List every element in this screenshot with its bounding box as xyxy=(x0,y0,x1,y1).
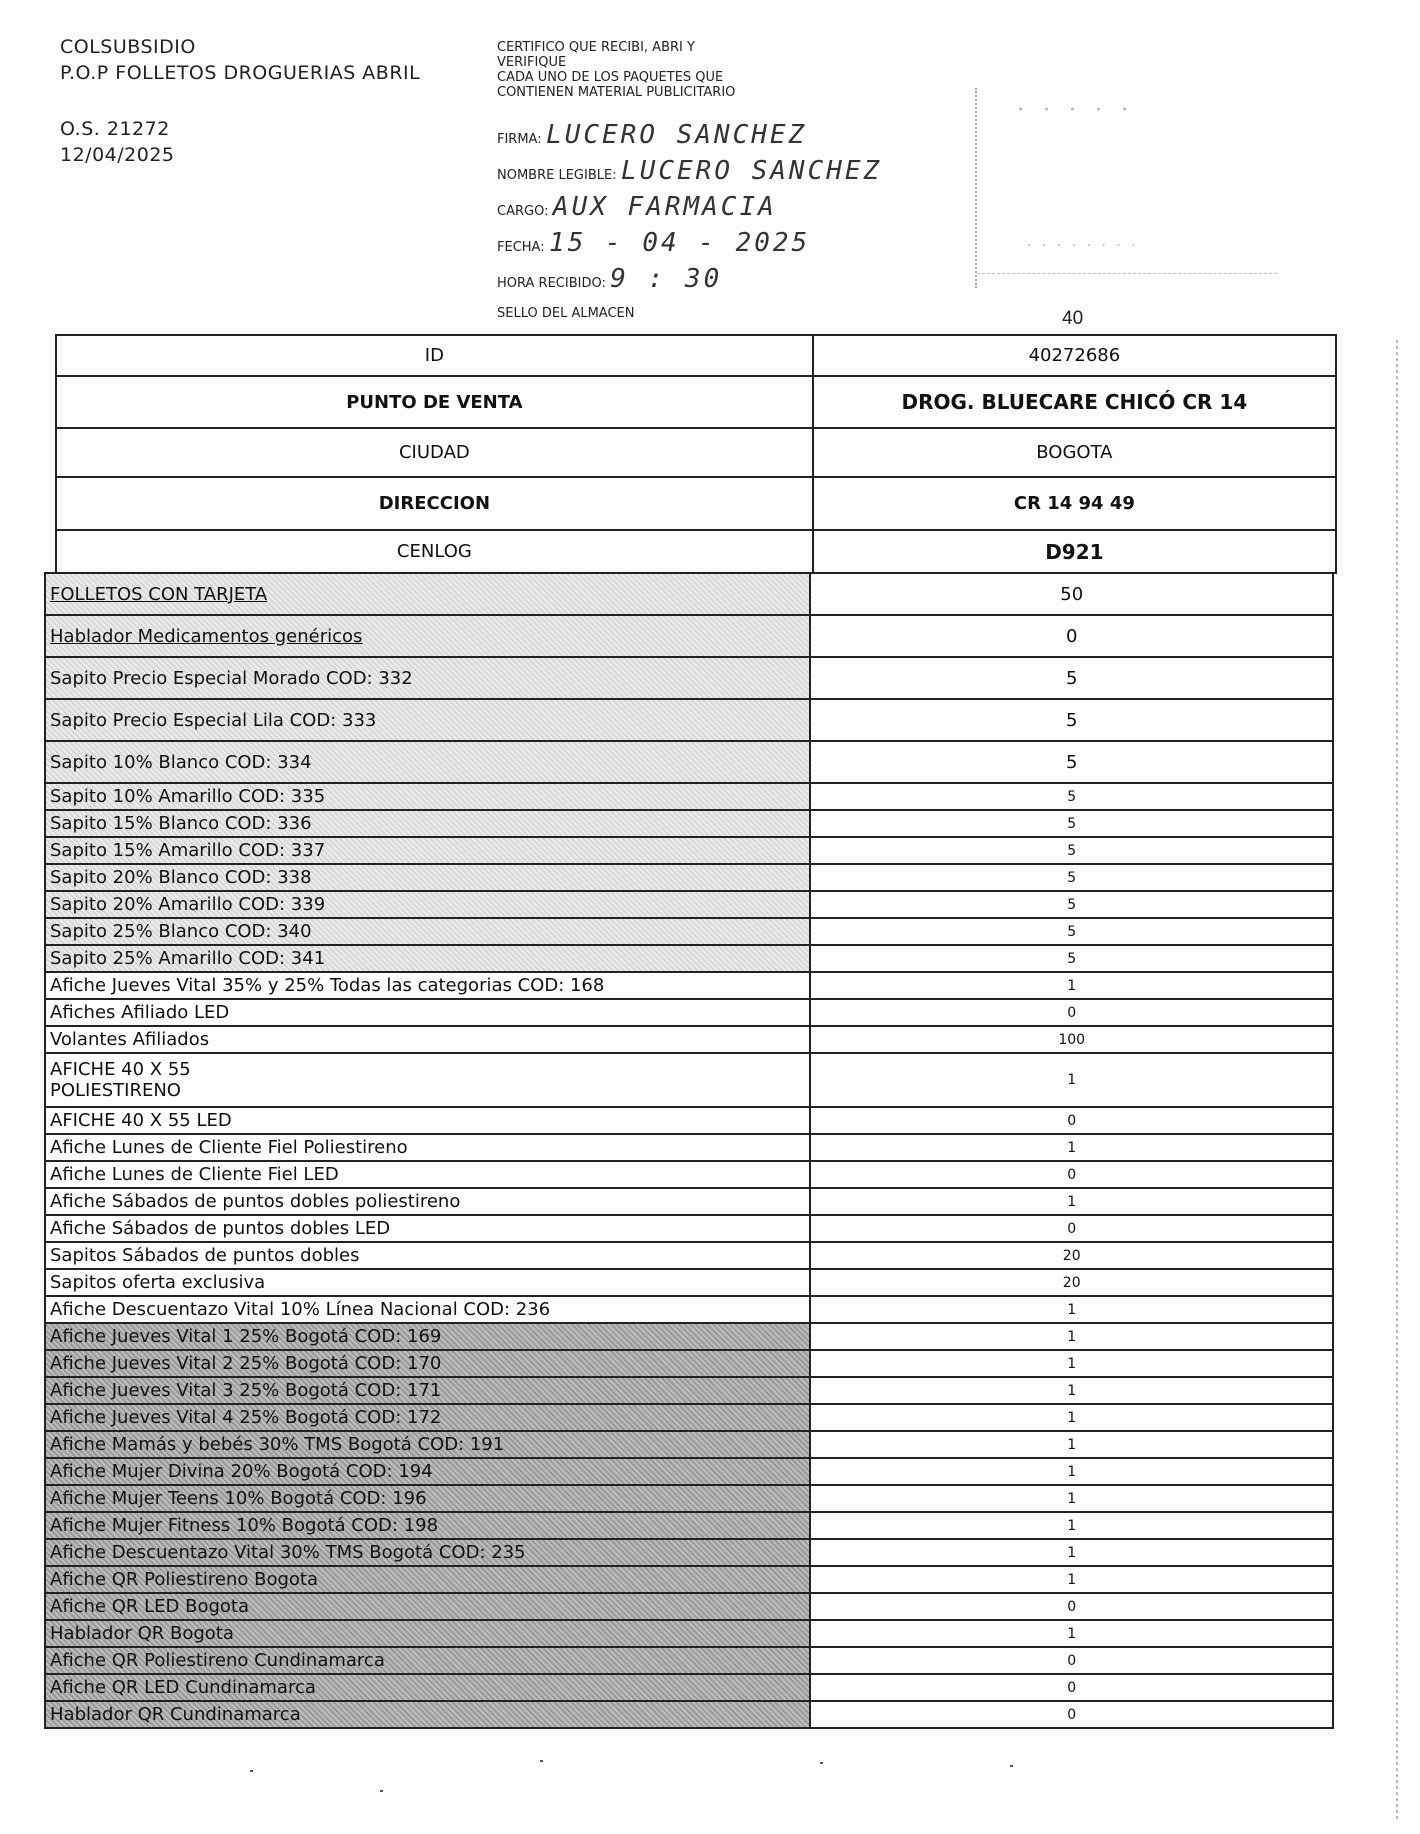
items-table xyxy=(44,572,1334,1729)
table-row xyxy=(56,477,1336,530)
nombre-row xyxy=(497,156,882,186)
item-quantity: 5 xyxy=(810,657,1333,699)
item-quantity: 1 xyxy=(810,1404,1333,1431)
item-name-text: Afiche Jueves Vital 2 25% Bogotá COD: 170 xyxy=(50,1353,442,1374)
item-quantity: 0 xyxy=(810,1107,1333,1134)
table-row xyxy=(45,1647,1333,1674)
store-field-value: CR 14 94 49 xyxy=(813,477,1336,530)
store-field-value: D921 xyxy=(813,530,1336,573)
table-row xyxy=(45,918,1333,945)
item-name xyxy=(45,615,810,657)
item-name-text: Afiche Mujer Divina 20% Bogotá COD: 194 xyxy=(50,1461,433,1482)
item-name-text: Afiche Jueves Vital 1 25% Bogotá COD: 169 xyxy=(50,1326,442,1347)
document-header xyxy=(60,34,420,168)
firma-row xyxy=(497,120,807,150)
item-quantity: 5 xyxy=(810,891,1333,918)
item-quantity: 1 xyxy=(810,1458,1333,1485)
item-name xyxy=(45,1269,810,1296)
nombre-label: NOMBRE LEGIBLE: xyxy=(497,168,617,183)
item-name-text: POLIESTIRENO xyxy=(50,1080,181,1101)
item-quantity: 5 xyxy=(810,810,1333,837)
store-field-label: PUNTO DE VENTA xyxy=(56,376,813,428)
item-name xyxy=(45,810,810,837)
table-row xyxy=(45,972,1333,999)
item-name xyxy=(45,1647,810,1674)
item-name xyxy=(45,1215,810,1242)
table-row xyxy=(45,1539,1333,1566)
store-stamp: ​· · · · · · · · · · · · · xyxy=(975,88,1292,288)
item-quantity: 1 xyxy=(810,972,1333,999)
item-name xyxy=(45,1242,810,1269)
table-row xyxy=(45,657,1333,699)
cargo-label: CARGO: xyxy=(497,204,549,219)
hora-row xyxy=(497,264,722,294)
item-name-text: AFICHE 40 X 55 xyxy=(50,1059,191,1080)
store-info-table xyxy=(55,334,1337,574)
item-name-text: Sapitos Sábados de puntos dobles xyxy=(50,1245,360,1266)
table-row xyxy=(45,1485,1333,1512)
item-name-text: Sapito 15% Amarillo COD: 337 xyxy=(50,840,326,861)
item-quantity: 0 xyxy=(810,1161,1333,1188)
item-name-text: Hablador QR Bogota xyxy=(50,1623,234,1644)
table-row xyxy=(56,428,1336,477)
nombre-handwritten: LUCERO SANCHEZ xyxy=(621,156,883,186)
table-row xyxy=(45,1053,1333,1107)
item-name-text: Sapito 25% Blanco COD: 340 xyxy=(50,921,312,942)
table-row xyxy=(45,1161,1333,1188)
item-name-text: FOLLETOS CON TARJETA xyxy=(50,583,268,605)
table-row xyxy=(45,1593,1333,1620)
item-quantity: 100 xyxy=(810,1026,1333,1053)
item-quantity: 1 xyxy=(810,1539,1333,1566)
item-quantity: 1 xyxy=(810,1296,1333,1323)
table-row xyxy=(45,783,1333,810)
item-quantity: 5 xyxy=(810,864,1333,891)
item-name-text: Sapito 10% Blanco COD: 334 xyxy=(50,751,312,773)
store-field-label: CIUDAD xyxy=(56,428,813,477)
fecha-label: FECHA: xyxy=(497,240,545,255)
cargo-handwritten: AUX FARMACIA xyxy=(552,192,777,222)
item-name-text: Sapito 15% Blanco COD: 336 xyxy=(50,813,312,834)
item-name xyxy=(45,1134,810,1161)
hora-handwritten: 9 : 30 xyxy=(610,264,723,294)
item-quantity: 1 xyxy=(810,1377,1333,1404)
item-quantity: 50 xyxy=(810,573,1333,615)
table-row xyxy=(45,1107,1333,1134)
item-name-text: Sapito Precio Especial Lila COD: 333 xyxy=(50,709,377,731)
table-row xyxy=(45,1404,1333,1431)
order-number: O.S. 21272 xyxy=(60,118,170,140)
table-row xyxy=(45,999,1333,1026)
item-name xyxy=(45,1566,810,1593)
item-name xyxy=(45,573,810,615)
cert-line: CERTIFICO QUE RECIBI, ABRI Y xyxy=(497,40,695,55)
store-field-label: ID xyxy=(56,335,813,376)
cert-line: CADA UNO DE LOS PAQUETES QUE xyxy=(497,70,724,85)
item-quantity: 0 xyxy=(810,615,1333,657)
item-name-text: Afiches Afiliado LED xyxy=(50,1002,230,1023)
item-name xyxy=(45,891,810,918)
store-field-value: BOGOTA xyxy=(813,428,1336,477)
item-name-text: Sapito 10% Amarillo COD: 335 xyxy=(50,786,326,807)
item-name xyxy=(45,864,810,891)
item-name xyxy=(45,1377,810,1404)
item-name xyxy=(45,972,810,999)
page-number: 40 xyxy=(1062,308,1084,329)
item-quantity: 5 xyxy=(810,699,1333,741)
table-row xyxy=(45,741,1333,783)
table-row xyxy=(45,1701,1333,1728)
firma-label: FIRMA: xyxy=(497,132,542,147)
item-name-text: Afiche Sábados de puntos dobles LED xyxy=(50,1218,391,1239)
item-quantity: 20 xyxy=(810,1242,1333,1269)
table-row xyxy=(45,810,1333,837)
item-quantity: 1 xyxy=(810,1323,1333,1350)
fecha-row xyxy=(497,228,810,258)
item-name-text: AFICHE 40 X 55 LED xyxy=(50,1110,232,1131)
scan-edge-mark xyxy=(1396,340,1398,1820)
item-name xyxy=(45,1539,810,1566)
item-name-text: Afiche Lunes de Cliente Fiel LED xyxy=(50,1164,339,1185)
item-name xyxy=(45,1485,810,1512)
item-name-text: Sapito 25% Amarillo COD: 341 xyxy=(50,948,326,969)
item-name-text: Afiche QR Poliestireno Bogota xyxy=(50,1569,318,1590)
item-name xyxy=(45,1593,810,1620)
table-row xyxy=(56,376,1336,428)
item-name xyxy=(45,945,810,972)
table-row xyxy=(56,335,1336,376)
item-name xyxy=(45,657,810,699)
item-quantity: 1 xyxy=(810,1620,1333,1647)
item-quantity: 0 xyxy=(810,1674,1333,1701)
item-name xyxy=(45,1674,810,1701)
item-name xyxy=(45,1404,810,1431)
table-row xyxy=(45,1512,1333,1539)
table-row xyxy=(45,1188,1333,1215)
item-quantity: 5 xyxy=(810,945,1333,972)
store-field-label: CENLOG xyxy=(56,530,813,573)
table-row xyxy=(45,1134,1333,1161)
table-row xyxy=(45,1215,1333,1242)
item-name xyxy=(45,1107,810,1134)
item-name xyxy=(45,1026,810,1053)
table-row xyxy=(45,891,1333,918)
table-row xyxy=(45,1431,1333,1458)
item-name xyxy=(45,1350,810,1377)
item-quantity: 1 xyxy=(810,1566,1333,1593)
table-row xyxy=(45,1350,1333,1377)
item-name-text: Sapito Precio Especial Morado COD: 332 xyxy=(50,667,413,689)
item-quantity: 0 xyxy=(810,1647,1333,1674)
item-name-text: Hablador Medicamentos genéricos xyxy=(50,625,363,647)
store-field-label: DIRECCION xyxy=(56,477,813,530)
item-name-text: Afiche Descuentazo Vital 10% Línea Nacional COD: 236 xyxy=(50,1299,551,1320)
item-name-text: Afiche QR Poliestireno Cundinamarca xyxy=(50,1650,385,1671)
fecha-handwritten: 15 - 04 - 2025 xyxy=(549,228,811,258)
item-quantity: 5 xyxy=(810,837,1333,864)
item-quantity: 5 xyxy=(810,741,1333,783)
table-row xyxy=(45,1620,1333,1647)
store-field-value: 40272686 xyxy=(813,335,1336,376)
item-name-text: Volantes Afiliados xyxy=(50,1029,210,1050)
cert-line: CONTIENEN MATERIAL PUBLICITARIO xyxy=(497,85,736,100)
item-name-text: Afiche Mujer Teens 10% Bogotá COD: 196 xyxy=(50,1488,427,1509)
item-name xyxy=(45,1620,810,1647)
item-name-text: Afiche Mujer Fitness 10% Bogotá COD: 198 xyxy=(50,1515,439,1536)
item-name-text: Sapito 20% Amarillo COD: 339 xyxy=(50,894,326,915)
item-name-text: Afiche Sábados de puntos dobles poliestireno xyxy=(50,1191,461,1212)
item-name-text: Sapitos oferta exclusiva xyxy=(50,1272,266,1293)
item-name xyxy=(45,1323,810,1350)
table-row xyxy=(45,1026,1333,1053)
document-date: 12/04/2025 xyxy=(60,144,175,166)
item-name xyxy=(45,918,810,945)
cert-line: VERIFIQUE xyxy=(497,55,567,70)
item-quantity: 1 xyxy=(810,1431,1333,1458)
item-quantity: 20 xyxy=(810,1269,1333,1296)
table-row xyxy=(45,1296,1333,1323)
item-name xyxy=(45,837,810,864)
certification-text xyxy=(497,40,735,100)
table-row xyxy=(45,1323,1333,1350)
item-name-text: Afiche Jueves Vital 4 25% Bogotá COD: 172 xyxy=(50,1407,442,1428)
item-name xyxy=(45,741,810,783)
item-quantity: 5 xyxy=(810,918,1333,945)
company-name: COLSUBSIDIO xyxy=(60,36,196,58)
item-name-text: Afiche Mamás y bebés 30% TMS Bogotá COD: 191 xyxy=(50,1434,505,1455)
table-row xyxy=(45,945,1333,972)
item-name xyxy=(45,1431,810,1458)
item-name xyxy=(45,1296,810,1323)
item-name-text: Afiche QR LED Cundinamarca xyxy=(50,1677,316,1698)
store-field-value: DROG. BLUECARE CHICÓ CR 14 xyxy=(813,376,1336,428)
item-name-text: Afiche Jueves Vital 35% y 25% Todas las categorias COD: 168 xyxy=(50,975,605,996)
item-name-text: Afiche Descuentazo Vital 30% TMS Bogotá COD: 235 xyxy=(50,1542,526,1563)
item-quantity: 0 xyxy=(810,1701,1333,1728)
item-name xyxy=(45,1512,810,1539)
item-name-text: Afiche Jueves Vital 3 25% Bogotá COD: 171 xyxy=(50,1380,442,1401)
item-name xyxy=(45,1188,810,1215)
table-row xyxy=(56,530,1336,573)
item-quantity: 0 xyxy=(810,1593,1333,1620)
item-name xyxy=(45,999,810,1026)
table-row xyxy=(45,864,1333,891)
table-row xyxy=(45,699,1333,741)
item-quantity: 1 xyxy=(810,1188,1333,1215)
cargo-row xyxy=(497,192,777,222)
firma-signature: LUCERO SANCHEZ xyxy=(546,120,808,150)
item-quantity: 0 xyxy=(810,999,1333,1026)
item-name xyxy=(45,783,810,810)
item-name-text: Afiche QR LED Bogota xyxy=(50,1596,250,1617)
table-row xyxy=(45,573,1333,615)
table-row xyxy=(45,615,1333,657)
hora-label: HORA RECIBIDO: xyxy=(497,276,606,291)
table-row xyxy=(45,1269,1333,1296)
item-name xyxy=(45,1458,810,1485)
item-quantity: 1 xyxy=(810,1134,1333,1161)
item-name-text: Afiche Lunes de Cliente Fiel Poliestireno xyxy=(50,1137,408,1158)
item-quantity: 1 xyxy=(810,1512,1333,1539)
table-row xyxy=(45,1566,1333,1593)
item-name xyxy=(45,699,810,741)
item-name xyxy=(45,1161,810,1188)
item-name-text: Sapito 20% Blanco COD: 338 xyxy=(50,867,312,888)
table-row xyxy=(45,837,1333,864)
table-row xyxy=(45,1242,1333,1269)
sello-label: SELLO DEL ALMACEN xyxy=(497,306,635,321)
item-name xyxy=(45,1701,810,1728)
item-quantity: 1 xyxy=(810,1485,1333,1512)
item-quantity: 5 xyxy=(810,783,1333,810)
item-quantity: 1 xyxy=(810,1350,1333,1377)
campaign-title: P.O.P FOLLETOS DROGUERIAS ABRIL xyxy=(60,62,421,84)
item-name xyxy=(45,1053,810,1107)
table-row xyxy=(45,1674,1333,1701)
item-quantity: 0 xyxy=(810,1215,1333,1242)
item-quantity: 1 xyxy=(810,1053,1333,1107)
item-name-text: Hablador QR Cundinamarca xyxy=(50,1704,301,1725)
table-row xyxy=(45,1377,1333,1404)
table-row xyxy=(45,1458,1333,1485)
